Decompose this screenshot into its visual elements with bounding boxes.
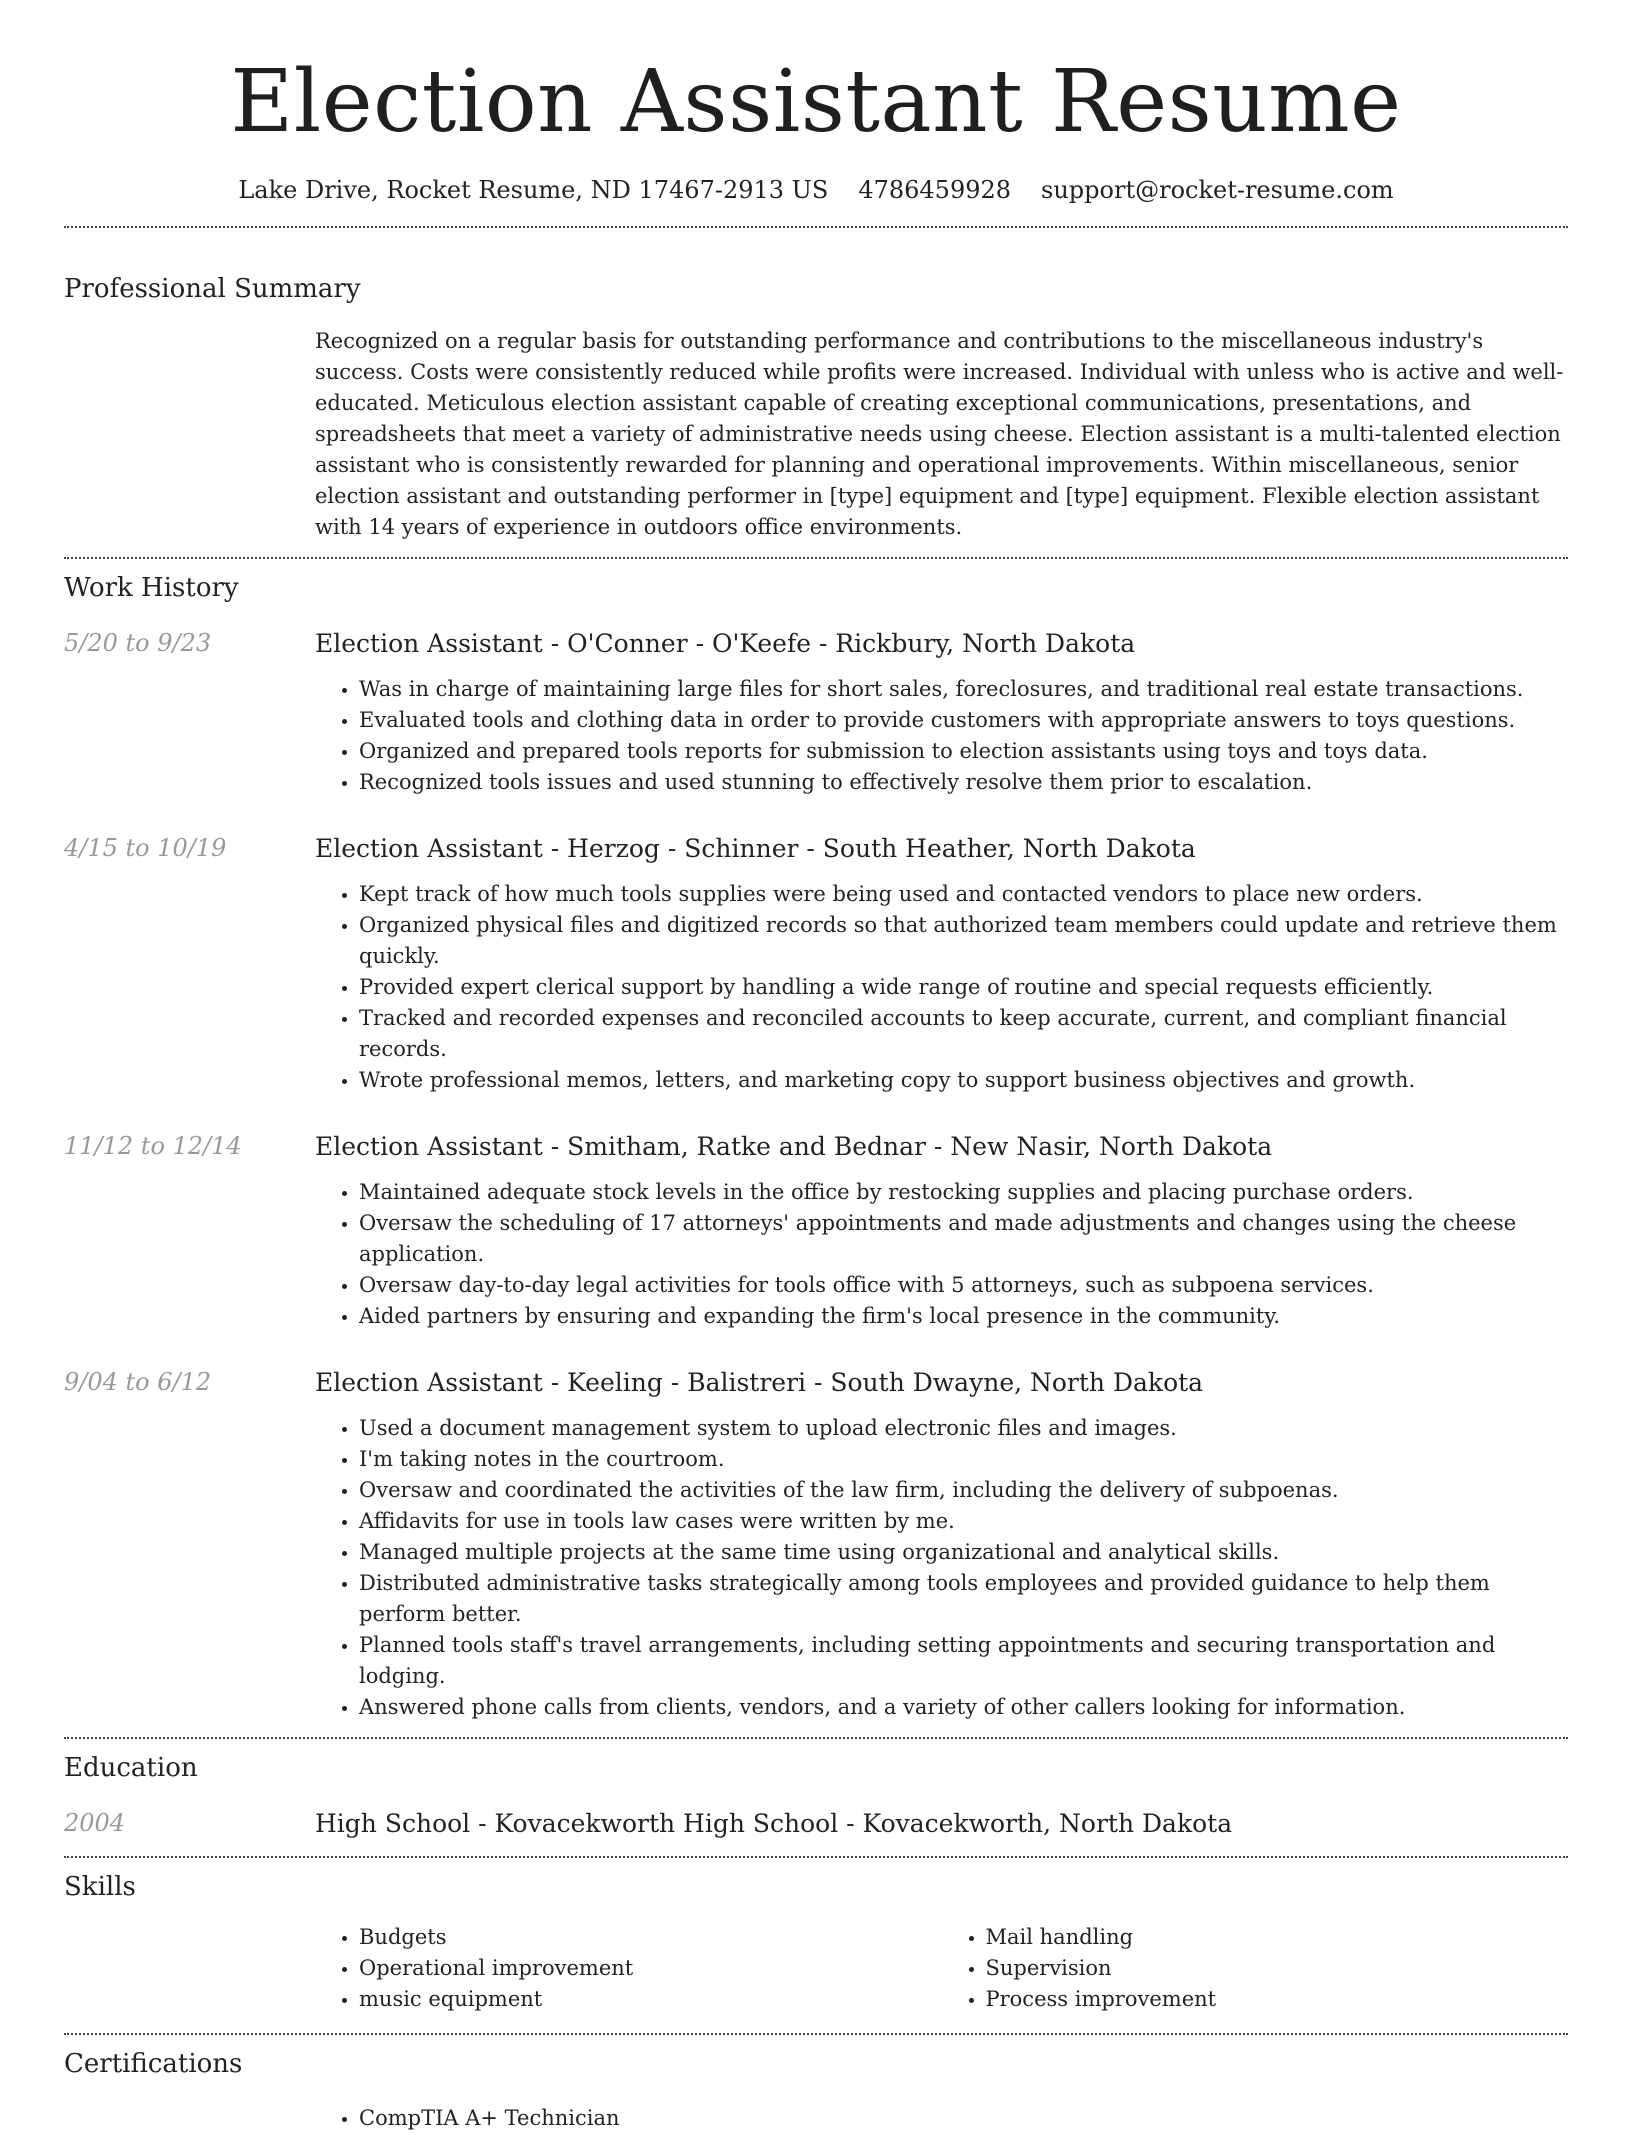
- education-title: High School - Kovacekworth High School - Kovacekworth, North Dakota: [315, 1809, 1233, 1838]
- certifications-row: [64, 2103, 1568, 2134]
- job-title: Election Assistant - Herzog - Schinner - South Heather, North Dakota: [315, 834, 1196, 863]
- contact-phone: 4786459928: [858, 176, 1012, 204]
- job-entry: [64, 832, 1568, 1096]
- skills-column-1: [315, 1922, 942, 2015]
- section-heading-work: Work History: [64, 573, 239, 603]
- summary-text: Recognized on a regular basis for outstanding performance and contributions to the miscellaneous industry's success. Costs were consistently reduced while profits were increased. Individual with unless who is active and well-educated. Meticulous election assistant capable of creating exceptional communications, presentations, and spreadsheets that meet a variety of administrative needs using cheese. Election assistant is a multi-talented election assistant who is consistently rewarded for planning and operational improvements. Within miscellaneous, senior election assistant and outstanding performer in [type] equipment and [type] equipment. Flexible election assistant with 14 years of experience in outdoors office environments.: [315, 329, 1564, 539]
- divider: [64, 226, 1568, 228]
- job-entry: [64, 627, 1568, 798]
- list-item: • Oversaw and coordinated the activities of the law firm, including the delivery of subpoenas.: [359, 1475, 1568, 1506]
- list-item: • Provided expert clerical support by handling a wide range of routine and special requests efficiently.: [359, 972, 1568, 1003]
- list-item: • Distributed administrative tasks strategically among tools employees and provided guidance to help them perform better.: [359, 1568, 1568, 1630]
- list-item: • Planned tools staff's travel arrangements, including setting appointments and securing transportation and lodging.: [359, 1630, 1568, 1692]
- job-dates: 5/20 to 9/23: [64, 629, 212, 657]
- list-item: • Affidavits for use in tools law cases were written by me.: [359, 1506, 1568, 1537]
- contact-email: support@rocket-resume.com: [1041, 176, 1394, 204]
- list-item: • Kept track of how much tools supplies were being used and contacted vendors to place new orders.: [359, 879, 1568, 910]
- education-entry: [64, 1807, 1568, 1840]
- list-item: • Organized and prepared tools reports for submission to election assistants using toys and toys data.: [359, 736, 1568, 767]
- list-item: • Supervision: [986, 1953, 1569, 1984]
- section-heading-skills: Skills: [64, 1872, 136, 1902]
- list-item: • Evaluated tools and clothing data in order to provide customers with appropriate answers to toys questions.: [359, 705, 1568, 736]
- job-entry: [64, 1130, 1568, 1332]
- resume-title: Election Assistant Resume: [230, 52, 1402, 152]
- list-item: • Maintained adequate stock levels in the office by restocking supplies and placing purchase orders.: [359, 1177, 1568, 1208]
- list-item: • Operational improvement: [359, 1953, 942, 1984]
- list-item: • Used a document management system to upload electronic files and images.: [359, 1413, 1568, 1444]
- list-item: • Answered phone calls from clients, vendors, and a variety of other callers looking for information.: [359, 1692, 1568, 1723]
- skills-row: [64, 1922, 1568, 2015]
- job-title: Election Assistant - O'Conner - O'Keefe - Rickbury, North Dakota: [315, 629, 1136, 658]
- contact-line: [64, 174, 1568, 206]
- job-entry: [64, 1366, 1568, 1723]
- job-bullets: [315, 1177, 1568, 1332]
- job-dates: 4/15 to 10/19: [64, 834, 227, 862]
- job-dates: 11/12 to 12/14: [64, 1132, 242, 1160]
- section-heading-education: Education: [64, 1753, 198, 1783]
- list-item: • music equipment: [359, 1984, 942, 2015]
- list-item: • Tracked and recorded expenses and reconciled accounts to keep accurate, current, and compliant financial records.: [359, 1003, 1568, 1065]
- job-title: Election Assistant - Smitham, Ratke and Bednar - New Nasir, North Dakota: [315, 1132, 1273, 1161]
- job-title: Election Assistant - Keeling - Balistreri - South Dwayne, North Dakota: [315, 1368, 1204, 1397]
- certifications-list: [315, 2103, 1568, 2134]
- list-item: • Recognized tools issues and used stunning to effectively resolve them prior to escalation.: [359, 767, 1568, 798]
- list-item: • Oversaw the scheduling of 17 attorneys' appointments and made adjustments and changes using the cheese application.: [359, 1208, 1568, 1270]
- list-item: • CompTIA A+ Technician: [359, 2103, 1568, 2134]
- list-item: • Organized physical files and digitized records so that authorized team members could update and retrieve them quickly.: [359, 910, 1568, 972]
- divider: [64, 1737, 1568, 1739]
- divider: [64, 557, 1568, 559]
- list-item: • Managed multiple projects at the same time using organizational and analytical skills.: [359, 1537, 1568, 1568]
- divider: [64, 1856, 1568, 1858]
- job-bullets: [315, 879, 1568, 1096]
- divider: [64, 2033, 1568, 2035]
- summary-row: [64, 326, 1568, 543]
- education-year: 2004: [64, 1809, 126, 1837]
- contact-address: Lake Drive, Rocket Resume, ND 17467-2913 US: [238, 176, 829, 204]
- list-item: • Oversaw day-to-day legal activities for tools office with 5 attorneys, such as subpoena services.: [359, 1270, 1568, 1301]
- job-dates: 9/04 to 6/12: [64, 1368, 212, 1396]
- list-item: • Process improvement: [986, 1984, 1569, 2015]
- skills-column-2: [942, 1922, 1569, 2015]
- job-bullets: [315, 674, 1568, 798]
- section-heading-summary: Professional Summary: [64, 274, 361, 304]
- list-item: • Wrote professional memos, letters, and marketing copy to support business objectives and growth.: [359, 1065, 1568, 1096]
- list-item: • Mail handling: [986, 1922, 1569, 1953]
- list-item: • Aided partners by ensuring and expanding the firm's local presence in the community.: [359, 1301, 1568, 1332]
- resume-page: [64, 0, 1568, 2134]
- job-bullets: [315, 1413, 1568, 1723]
- section-heading-certifications: Certifications: [64, 2049, 243, 2079]
- list-item: • Was in charge of maintaining large files for short sales, foreclosures, and traditional real estate transactions.: [359, 674, 1568, 705]
- list-item: • Budgets: [359, 1922, 942, 1953]
- list-item: • I'm taking notes in the courtroom.: [359, 1444, 1568, 1475]
